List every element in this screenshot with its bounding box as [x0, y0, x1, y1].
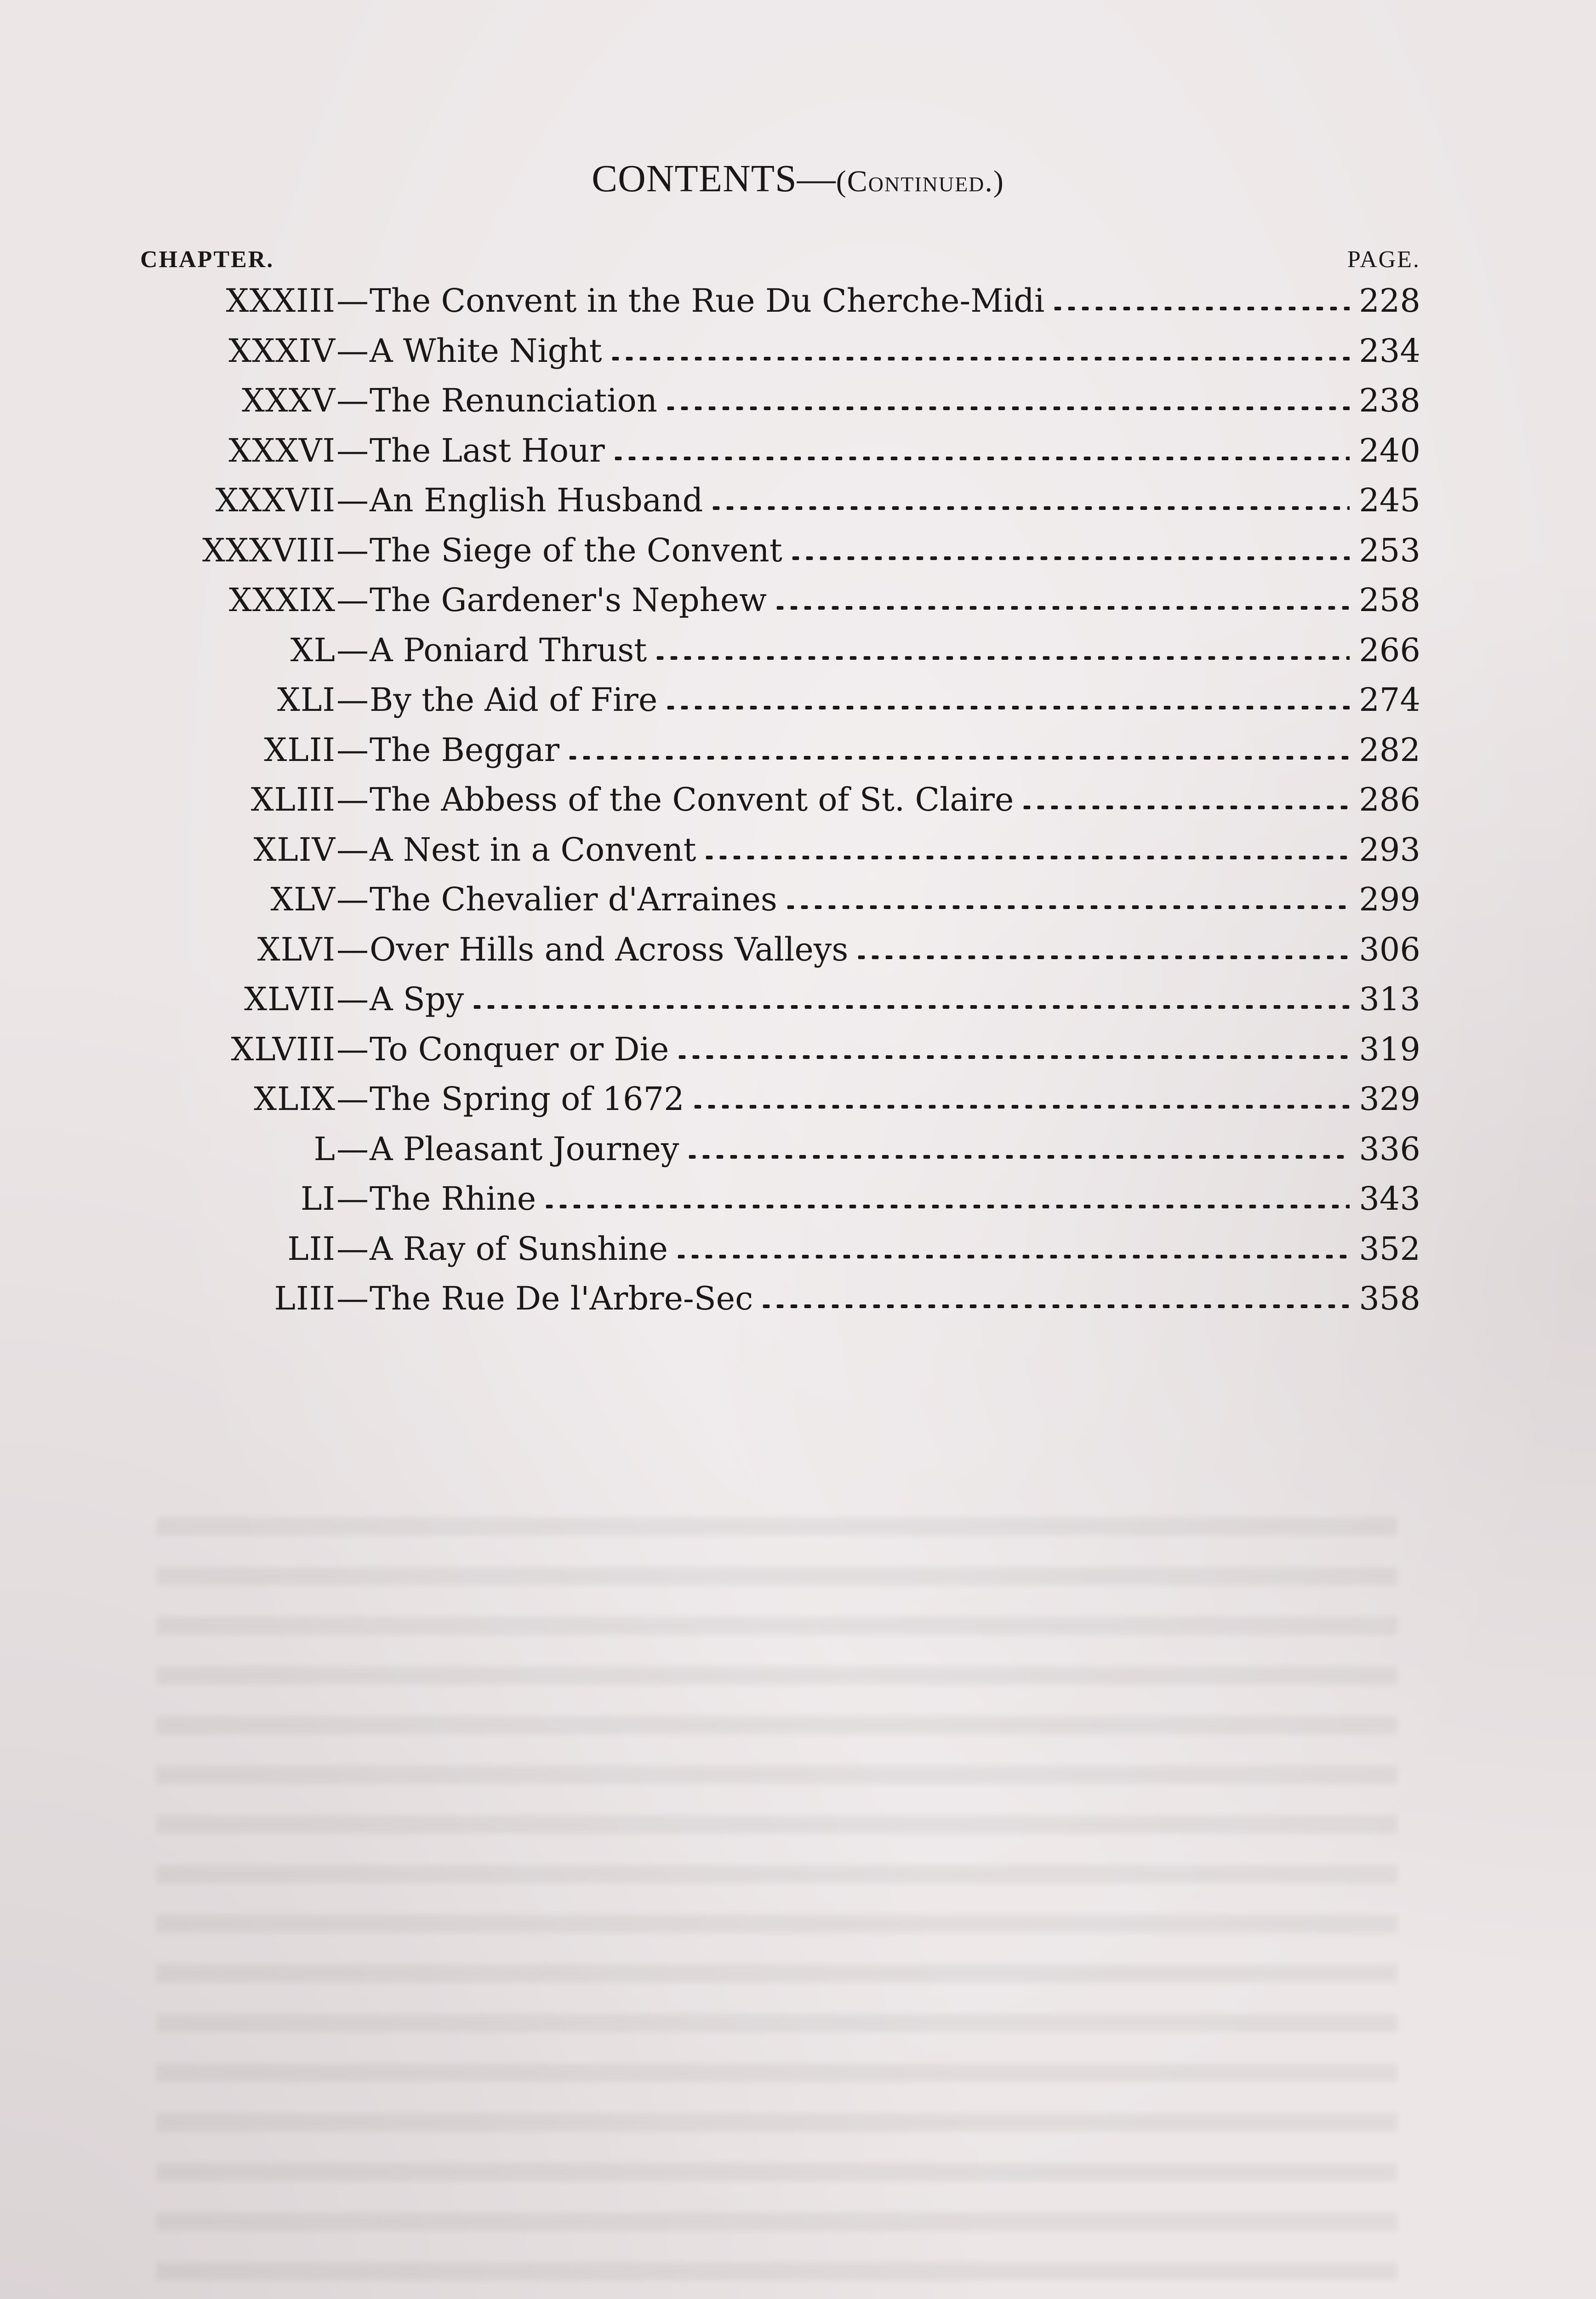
chapter-title: To Conquer or Die: [370, 1030, 669, 1068]
separator-dash: —: [336, 930, 369, 968]
dot-leader: [611, 435, 1350, 467]
chapter-number: XLIX: [254, 1080, 336, 1118]
separator-dash: —: [336, 1080, 369, 1118]
chapter-title: A Ray of Sunshine: [370, 1230, 668, 1268]
chapter-number: L: [314, 1130, 336, 1168]
page-number: 319: [1359, 1030, 1420, 1068]
toc-entry: [133, 825, 1420, 875]
page-number: 238: [1359, 382, 1420, 420]
page-number: 234: [1359, 332, 1420, 370]
chapter-title: The Siege of the Convent: [370, 531, 782, 569]
dot-leader: [691, 1083, 1350, 1115]
chapter-title: A Spy: [370, 980, 464, 1018]
page-number: 228: [1359, 282, 1420, 320]
toc-entry: [133, 675, 1420, 725]
page-number: 258: [1359, 581, 1420, 619]
chapter-title: The Beggar: [370, 731, 560, 769]
dot-leader: [702, 834, 1350, 866]
toc-entry: [133, 475, 1420, 526]
chapter-title: By the Aid of Fire: [370, 681, 658, 719]
page-column-header: PAGE.: [1347, 246, 1420, 273]
toc-entry: [133, 925, 1420, 975]
page-number: 343: [1359, 1180, 1420, 1218]
chapter-title: The Rhine: [370, 1180, 536, 1218]
chapter-number: LIII: [274, 1280, 336, 1318]
chapter-title: The Last Hour: [370, 431, 605, 469]
page-number: 282: [1359, 731, 1420, 769]
page-number: 293: [1359, 830, 1420, 869]
separator-dash: —: [336, 531, 369, 569]
dot-leader: [709, 484, 1350, 516]
dot-leader: [1020, 783, 1350, 816]
page-number: 306: [1359, 930, 1420, 968]
toc-entry: [133, 974, 1420, 1024]
dot-leader: [674, 1233, 1350, 1265]
toc-entry: [133, 1224, 1420, 1274]
page-heading: [0, 156, 1596, 201]
separator-dash: —: [336, 731, 369, 769]
chapter-number: XL: [290, 631, 336, 669]
dot-leader: [542, 1183, 1350, 1215]
toc-entry: [133, 625, 1420, 675]
dot-leader: [470, 983, 1350, 1015]
page-number: 299: [1359, 881, 1420, 919]
chapter-title: Over Hills and Across Valleys: [370, 930, 849, 968]
dot-leader: [773, 584, 1350, 616]
separator-dash: —: [336, 382, 369, 420]
dot-leader: [759, 1282, 1350, 1315]
chapter-number: XLI: [277, 681, 336, 719]
toc-entry: [133, 875, 1420, 925]
page-number: 336: [1359, 1130, 1420, 1168]
chapter-title: The Chevalier d'Arraines: [370, 881, 777, 919]
chapter-number: XXXIV: [228, 332, 336, 370]
chapter-title: An English Husband: [370, 481, 703, 520]
chapter-number: LI: [300, 1180, 336, 1218]
separator-dash: —: [336, 332, 369, 370]
page-number: 274: [1359, 681, 1420, 719]
separator-dash: —: [336, 1280, 369, 1318]
chapter-number: XLIV: [253, 830, 336, 869]
chapter-number: XLVII: [244, 980, 336, 1018]
chapter-title: The Renunciation: [370, 382, 657, 420]
chapter-title: A Poniard Thrust: [370, 631, 647, 669]
separator-dash: —: [336, 980, 369, 1018]
chapter-number: XLII: [264, 731, 336, 769]
chapter-title: A White Night: [370, 332, 602, 370]
dot-leader: [789, 534, 1350, 566]
toc-entry: [133, 725, 1420, 775]
chapter-number: XLV: [270, 881, 336, 919]
page-number: 352: [1359, 1230, 1420, 1268]
page-number: 253: [1359, 531, 1420, 569]
separator-dash: —: [336, 481, 369, 520]
heading-main: CONTENTS—: [592, 157, 836, 200]
dot-leader: [784, 883, 1350, 915]
toc-entry: [133, 1074, 1420, 1124]
chapter-number: LII: [287, 1230, 336, 1268]
page-number: 358: [1359, 1280, 1420, 1318]
toc-entry: [133, 276, 1420, 326]
separator-dash: —: [336, 282, 369, 320]
page-number: 266: [1359, 631, 1420, 669]
separator-dash: —: [336, 1130, 369, 1168]
separator-dash: —: [336, 681, 369, 719]
chapter-number: XXXVI: [228, 431, 336, 469]
chapter-title: A Pleasant Journey: [370, 1130, 679, 1168]
toc-entry: [133, 326, 1420, 376]
table-of-contents: [133, 276, 1420, 1324]
toc-entry: [133, 775, 1420, 825]
page-number: 313: [1359, 980, 1420, 1018]
toc-entry: [133, 1174, 1420, 1224]
dot-leader: [1051, 285, 1350, 317]
page-number: 286: [1359, 781, 1420, 819]
chapter-title: The Abbess of the Convent of St. Claire: [370, 781, 1014, 819]
chapter-number: XLVI: [257, 930, 336, 968]
toc-entry: [133, 426, 1420, 476]
chapter-number: XXXIX: [229, 581, 336, 619]
separator-dash: —: [336, 581, 369, 619]
dot-leader: [664, 684, 1350, 716]
separator-dash: —: [336, 631, 369, 669]
dot-leader: [685, 1133, 1350, 1165]
dot-leader: [566, 734, 1350, 766]
separator-dash: —: [336, 781, 369, 819]
toc-entry: [133, 1024, 1420, 1075]
page-number: 245: [1359, 481, 1420, 520]
chapter-title: A Nest in a Convent: [370, 830, 696, 869]
chapter-number: XXXIII: [226, 282, 336, 320]
page-number: 329: [1359, 1080, 1420, 1118]
chapter-title: The Rue De l'Arbre-Sec: [370, 1280, 753, 1318]
separator-dash: —: [336, 1180, 369, 1218]
dot-leader: [609, 335, 1350, 367]
dot-leader: [664, 384, 1350, 417]
chapter-number: XXXVII: [215, 481, 336, 520]
separator-dash: —: [336, 431, 369, 469]
chapter-number: XLVIII: [231, 1030, 336, 1068]
dot-leader: [675, 1033, 1350, 1065]
chapter-number: XLIII: [251, 781, 336, 819]
chapter-title: The Spring of 1672: [370, 1080, 684, 1118]
toc-entry: [133, 1124, 1420, 1174]
separator-dash: —: [336, 1230, 369, 1268]
heading-continued: (Continued.): [836, 165, 1004, 198]
chapter-title: The Convent in the Rue Du Cherche-Midi: [370, 282, 1045, 320]
page-number: 240: [1359, 431, 1420, 469]
toc-entry: [133, 1274, 1420, 1324]
chapter-number: XXXV: [241, 382, 336, 420]
dot-leader: [653, 634, 1350, 666]
separator-dash: —: [336, 881, 369, 919]
chapter-column-header: CHAPTER.: [140, 246, 274, 273]
separator-dash: —: [336, 830, 369, 869]
chapter-number: XXXVIII: [202, 531, 336, 569]
toc-entry: [133, 575, 1420, 625]
show-through-text: [156, 1517, 1397, 2299]
chapter-title: The Gardener's Nephew: [370, 581, 767, 619]
dot-leader: [855, 933, 1350, 966]
toc-entry: [133, 526, 1420, 576]
separator-dash: —: [336, 1030, 369, 1068]
toc-entry: [133, 376, 1420, 426]
